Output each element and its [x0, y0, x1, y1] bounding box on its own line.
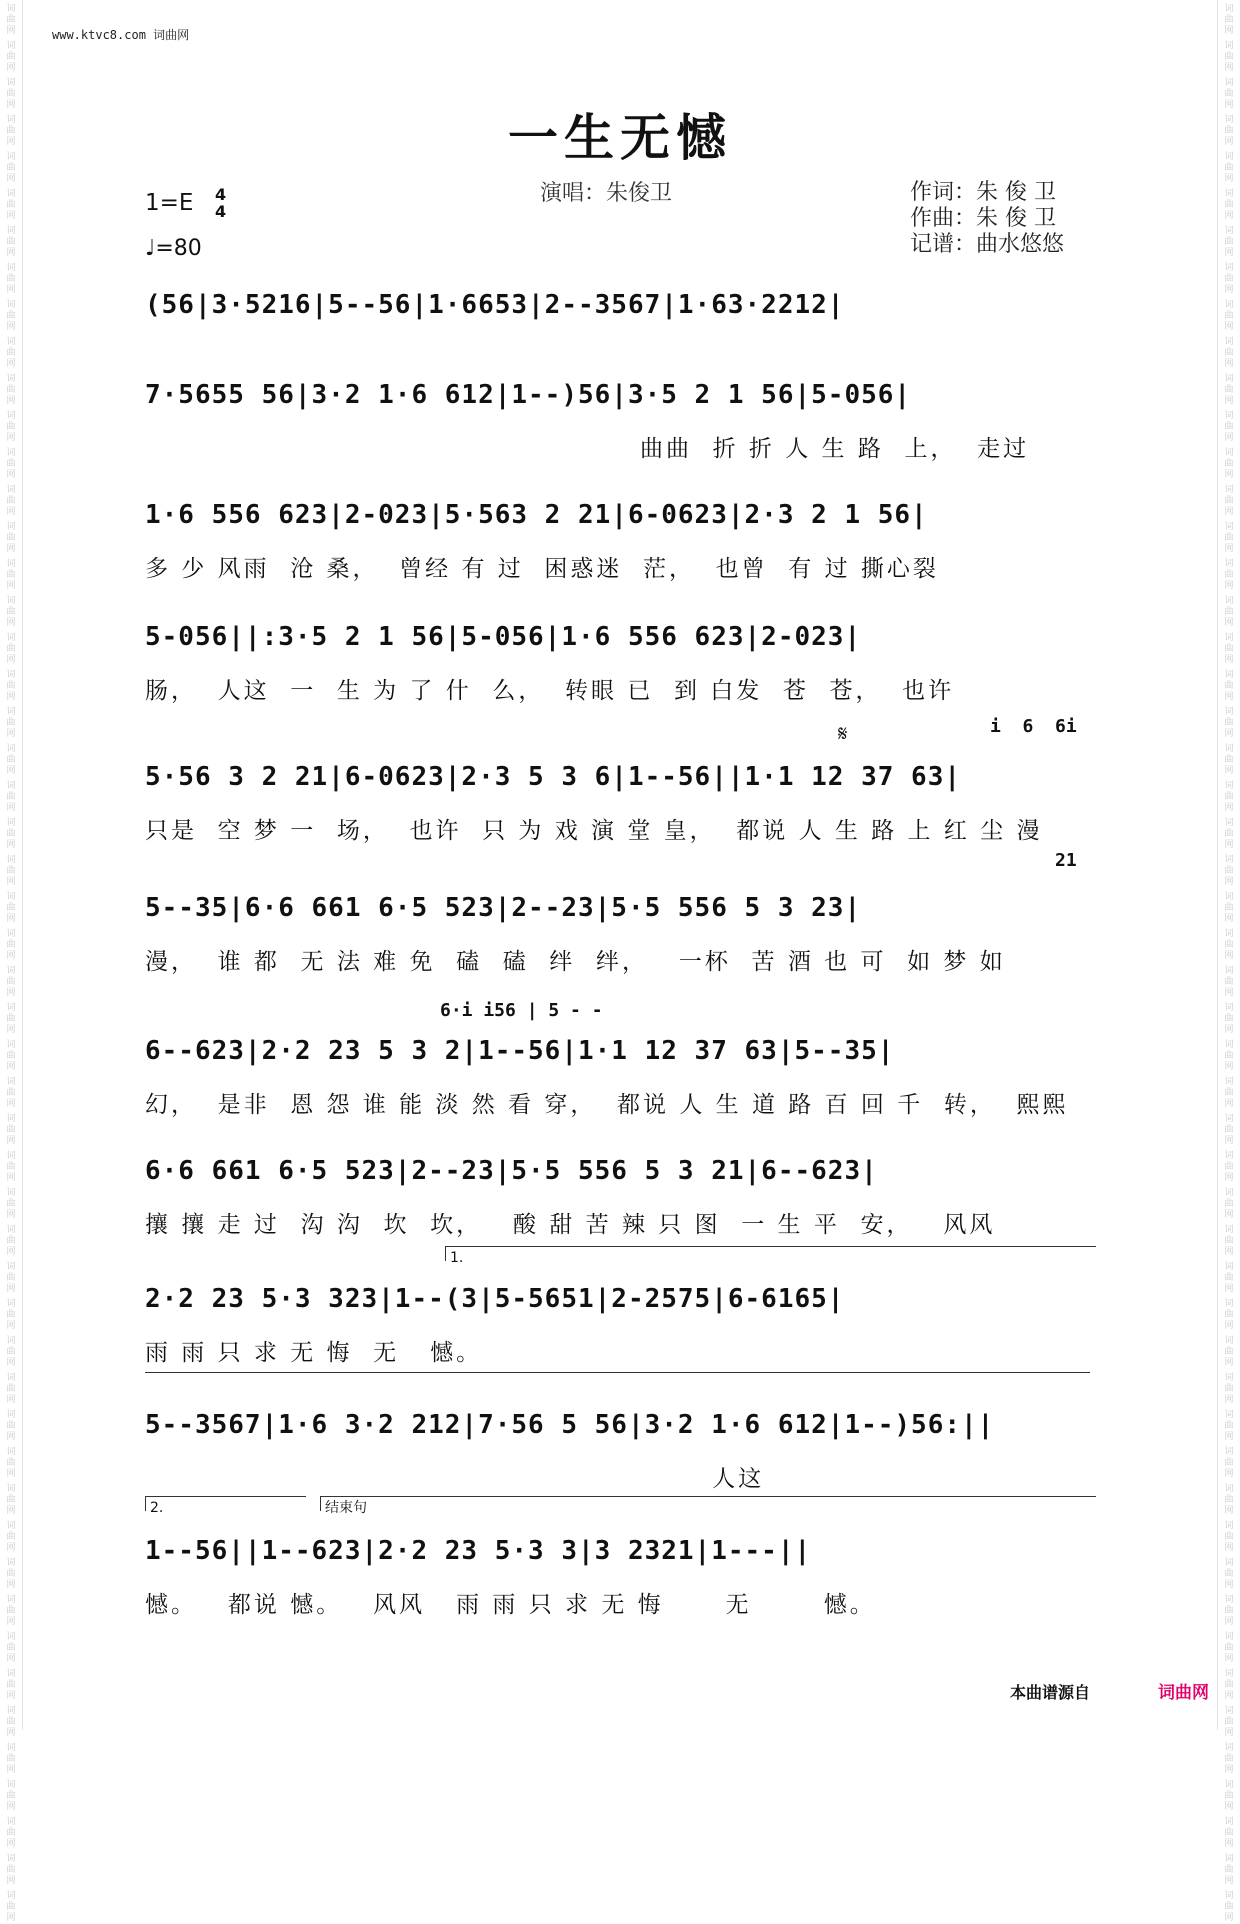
watermark-text: 词 曲 网: [1224, 1373, 1234, 1405]
watermark-text: 词 曲 网: [6, 448, 16, 480]
watermark-text: 词 曲 网: [1224, 337, 1234, 369]
right-watermark-strip: [1217, 0, 1240, 1923]
watermark-text: 词 曲 网: [1224, 670, 1234, 702]
lyrics-row: 多 少 风雨 沧 桑， 曾经 有 过 困惑迷 茫， 也曾 有 过 撕心裂: [145, 556, 939, 582]
watermark-text: 词 曲 网: [6, 522, 16, 554]
watermark-text: 词 曲 网: [6, 818, 16, 850]
watermark-text: 词 曲 网: [6, 374, 16, 406]
watermark-text: 词 曲 网: [6, 559, 16, 591]
watermark-text: 词 曲 网: [1224, 1225, 1234, 1257]
notes-row: 1--56||1--623|2·2 23 5·3 3|3 2321|1---||: [145, 1536, 812, 1566]
time-signature: [215, 186, 226, 220]
watermark-text: 词 曲 网: [1224, 226, 1234, 258]
lyrics-row: 憾。 都说 憾。 风风 雨 雨 只 求 无 悔 无 憾。: [145, 1592, 876, 1618]
volta-first: 1.: [445, 1246, 1096, 1261]
watermark-text: 词 曲 网: [6, 337, 16, 369]
watermark-text: 词 曲 网: [1224, 41, 1234, 73]
footer-site[interactable]: 词曲网: [1158, 1683, 1209, 1703]
watermark-text: 词 曲 网: [1224, 1447, 1234, 1479]
notes-row: 2·2 23 5·3 323|1--(3|5-5651|2-2575|6-6165|: [145, 1284, 845, 1314]
watermark-text: 词 曲 网: [6, 1558, 16, 1590]
watermark-text: 词 曲 网: [1224, 1632, 1234, 1664]
site-url[interactable]: www.ktvc8.com 词曲网: [52, 28, 190, 42]
watermark-text: 词 曲 网: [6, 1891, 16, 1923]
lyrics-row: 肠， 人这 一 生 为 了 什 么， 转眼 已 到 白发 苍 苍， 也许: [145, 678, 955, 704]
ossia-r6: 21: [1055, 850, 1077, 871]
watermark-text: 词 曲 网: [6, 781, 16, 813]
watermark-text: 词 曲 网: [6, 707, 16, 739]
time-bottom: 4: [215, 202, 227, 221]
watermark-text: 词 曲 网: [6, 1373, 16, 1405]
watermark-text: 词 曲 网: [6, 115, 16, 147]
ossia-r7: 6·i i56 | 5 - -: [440, 1000, 603, 1021]
watermark-text: 词 曲 网: [1224, 1410, 1234, 1442]
lyrics-row: 漫， 谁 都 无 法 难 免 磕 磕 绊 绊， 一杯 苦 酒 也 可 如 梦 如: [145, 949, 1006, 975]
watermark-text: 词 曲 网: [6, 1410, 16, 1442]
watermark-text: 词 曲 网: [1224, 1262, 1234, 1294]
watermark-text: 词 曲 网: [6, 300, 16, 332]
watermark-text: 词 曲 网: [6, 892, 16, 924]
notes-row: 5-056||:3·5 2 1 56|5-056|1·6 556 623|2-023|: [145, 622, 862, 652]
watermark-text: 词 曲 网: [1224, 1891, 1234, 1923]
watermark-text: 词 曲 网: [6, 670, 16, 702]
watermark-text: 词 曲 网: [1224, 115, 1234, 147]
watermark-text: 词 曲 网: [1224, 1706, 1234, 1738]
watermark-text: 词 曲 网: [6, 78, 16, 110]
notation-by: 记谱：曲水悠悠: [910, 232, 1065, 257]
watermark-text: 词 曲 网: [6, 226, 16, 258]
watermark-text: 词 曲 网: [1224, 855, 1234, 887]
watermark-text: 词 曲 网: [1224, 411, 1234, 443]
composer: 作曲：朱 俊 卫: [910, 206, 1056, 231]
watermark-text: 词 曲 网: [6, 189, 16, 221]
watermark-text: 词 曲 网: [1224, 1299, 1234, 1331]
watermark-text: 词 曲 网: [1224, 1484, 1234, 1516]
watermark-text: 词 曲 网: [1224, 1817, 1234, 1849]
watermark-text: 词 曲 网: [6, 1669, 16, 1701]
watermark-text: 词 曲 网: [6, 596, 16, 628]
watermark-text: 词 曲 网: [1224, 1743, 1234, 1775]
watermark-text: 词 曲 网: [6, 1854, 16, 1886]
watermark-text: 词 曲 网: [6, 1521, 16, 1553]
watermark-text: 词 曲 网: [6, 1484, 16, 1516]
watermark-text: 词 曲 网: [6, 929, 16, 961]
watermark-text: 词 曲 网: [1224, 929, 1234, 961]
volta-second: 2.: [145, 1496, 306, 1511]
lyrics-row: 只是 空 梦 一 场， 也许 只 为 戏 演 堂 皇， 都说 人 生 路 上 红 尘 漫: [145, 818, 1043, 844]
left-watermark-strip: [0, 0, 23, 1923]
lyrics-row: 幻， 是非 恩 怨 谁 能 淡 然 看 穿， 都说 人 生 道 路 百 回 千 转， 熙熙: [145, 1092, 1069, 1118]
notes-row: 5·56 3 2 21|6-0623|2·3 5 3 6|1--56||1·1 12 37 63|: [145, 762, 962, 792]
ending-bracket: 结束句: [320, 1496, 1096, 1511]
watermark-text: 词 曲 网: [1224, 189, 1234, 221]
watermark-text: 词 曲 网: [6, 263, 16, 295]
watermark-text: 词 曲 网: [1224, 892, 1234, 924]
watermark-text: 词 曲 网: [6, 855, 16, 887]
lyricist: 作词：朱 俊 卫: [910, 180, 1056, 205]
watermark-text: 词 曲 网: [1224, 1151, 1234, 1183]
watermark-text: 词 曲 网: [1224, 1003, 1234, 1035]
watermark-text: 词 曲 网: [6, 1151, 16, 1183]
lyrics-row: 雨 雨 只 求 无 悔 无 憾。: [145, 1340, 483, 1366]
watermark-text: 词 曲 网: [6, 1003, 16, 1035]
watermark-text: 词 曲 网: [1224, 300, 1234, 332]
watermark-text: 词 曲 网: [1224, 522, 1234, 554]
watermark-text: 词 曲 网: [1224, 1669, 1234, 1701]
volta-rule: [145, 1372, 1090, 1373]
watermark-text: 词 曲 网: [6, 1225, 16, 1257]
watermark-text: 词 曲 网: [6, 1040, 16, 1072]
watermark-text: 词 曲 网: [1224, 559, 1234, 591]
notes-row: 6·6 661 6·5 523|2--23|5·5 556 5 3 21|6--623|: [145, 1156, 878, 1186]
watermark-text: 词 曲 网: [6, 633, 16, 665]
watermark-text: 词 曲 网: [1224, 78, 1234, 110]
tempo-mark: ♩=80: [145, 236, 202, 261]
lyrics-row: 攘 攘 走 过 沟 沟 坎 坎， 酸 甜 苦 辣 只 图 一 生 平 安， 风风: [145, 1212, 996, 1238]
watermark-text: 词 曲 网: [1224, 781, 1234, 813]
watermark-text: 词 曲 网: [1224, 152, 1234, 184]
lyrics-row: 曲曲 折 折 人 生 路 上， 走过: [640, 436, 1030, 462]
watermark-text: 词 曲 网: [1224, 1188, 1234, 1220]
watermark-text: 词 曲 网: [6, 152, 16, 184]
watermark-text: 词 曲 网: [1224, 1521, 1234, 1553]
singer-credit: 演唱：朱俊卫: [540, 181, 673, 206]
watermark-text: 词 曲 网: [1224, 1336, 1234, 1368]
watermark-text: 词 曲 网: [1224, 374, 1234, 406]
watermark-text: 词 曲 网: [6, 1595, 16, 1627]
watermark-text: 词 曲 网: [1224, 263, 1234, 295]
watermark-text: 词 曲 网: [1224, 1114, 1234, 1146]
notes-row: 6--623|2·2 23 5 3 2|1--56|1·1 12 37 63|5--35|: [145, 1036, 895, 1066]
notes-row: 7·5655 56|3·2 1·6 612|1--)56|3·5 2 1 56|5-056|: [145, 380, 912, 410]
watermark-text: 词 曲 网: [1224, 633, 1234, 665]
watermark-text: 词 曲 网: [1224, 1595, 1234, 1627]
lyrics-row: 人这: [145, 1466, 765, 1492]
notes-row: 5--3567|1·6 3·2 212|7·56 5 56|3·2 1·6 612|1--)56:||: [145, 1410, 995, 1440]
watermark-text: 词 曲 网: [6, 1780, 16, 1812]
watermark-text: 词 曲 网: [6, 1188, 16, 1220]
watermark-text: 词 曲 网: [6, 411, 16, 443]
watermark-text: 词 曲 网: [6, 1114, 16, 1146]
watermark-text: 词 曲 网: [1224, 4, 1234, 36]
watermark-text: 词 曲 网: [6, 1077, 16, 1109]
watermark-text: 词 曲 网: [1224, 1854, 1234, 1886]
watermark-text: 词 曲 网: [6, 1743, 16, 1775]
watermark-text: 词 曲 网: [6, 1447, 16, 1479]
song-title: 一生无憾: [508, 108, 732, 167]
watermark-text: 词 曲 网: [1224, 1040, 1234, 1072]
watermark-text: 词 曲 网: [1224, 1780, 1234, 1812]
segno-sign: 𝄋: [838, 722, 848, 747]
watermark-text: 词 曲 网: [6, 4, 16, 36]
watermark-text: 词 曲 网: [6, 1706, 16, 1738]
watermark-text: 词 曲 网: [6, 1817, 16, 1849]
watermark-text: 词 曲 网: [6, 1336, 16, 1368]
time-top: 4: [215, 185, 227, 204]
watermark-text: 词 曲 网: [6, 41, 16, 73]
key-signature: 1=E: [145, 190, 194, 216]
watermark-text: 词 曲 网: [1224, 818, 1234, 850]
watermark-text: 词 曲 网: [1224, 707, 1234, 739]
watermark-text: 词 曲 网: [1224, 485, 1234, 517]
notes-row: 5--35|6·6 661 6·5 523|2--23|5·5 556 5 3 23|: [145, 893, 862, 923]
watermark-text: 词 曲 网: [6, 966, 16, 998]
watermark-text: 词 曲 网: [6, 1262, 16, 1294]
watermark-text: 词 曲 网: [6, 1632, 16, 1664]
watermark-text: 词 曲 网: [1224, 448, 1234, 480]
ossia-r5: i 6 6i: [990, 716, 1077, 737]
watermark-text: 词 曲 网: [1224, 596, 1234, 628]
watermark-text: 词 曲 网: [6, 1299, 16, 1331]
notes-row: 1·6 556 623|2-023|5·563 2 21|6-0623|2·3 2 1 56|: [145, 500, 928, 530]
notes-row: (56|3·5216|5--56|1·6653|2--3567|1·63·2212|: [145, 290, 845, 320]
watermark-text: 词 曲 网: [6, 744, 16, 776]
footer-source: 本曲谱源自: [1010, 1683, 1091, 1702]
watermark-text: 词 曲 网: [6, 485, 16, 517]
credits: [910, 180, 1064, 258]
watermark-text: 词 曲 网: [1224, 1077, 1234, 1109]
watermark-text: 词 曲 网: [1224, 744, 1234, 776]
watermark-text: 词 曲 网: [1224, 1558, 1234, 1590]
watermark-text: 词 曲 网: [1224, 966, 1234, 998]
